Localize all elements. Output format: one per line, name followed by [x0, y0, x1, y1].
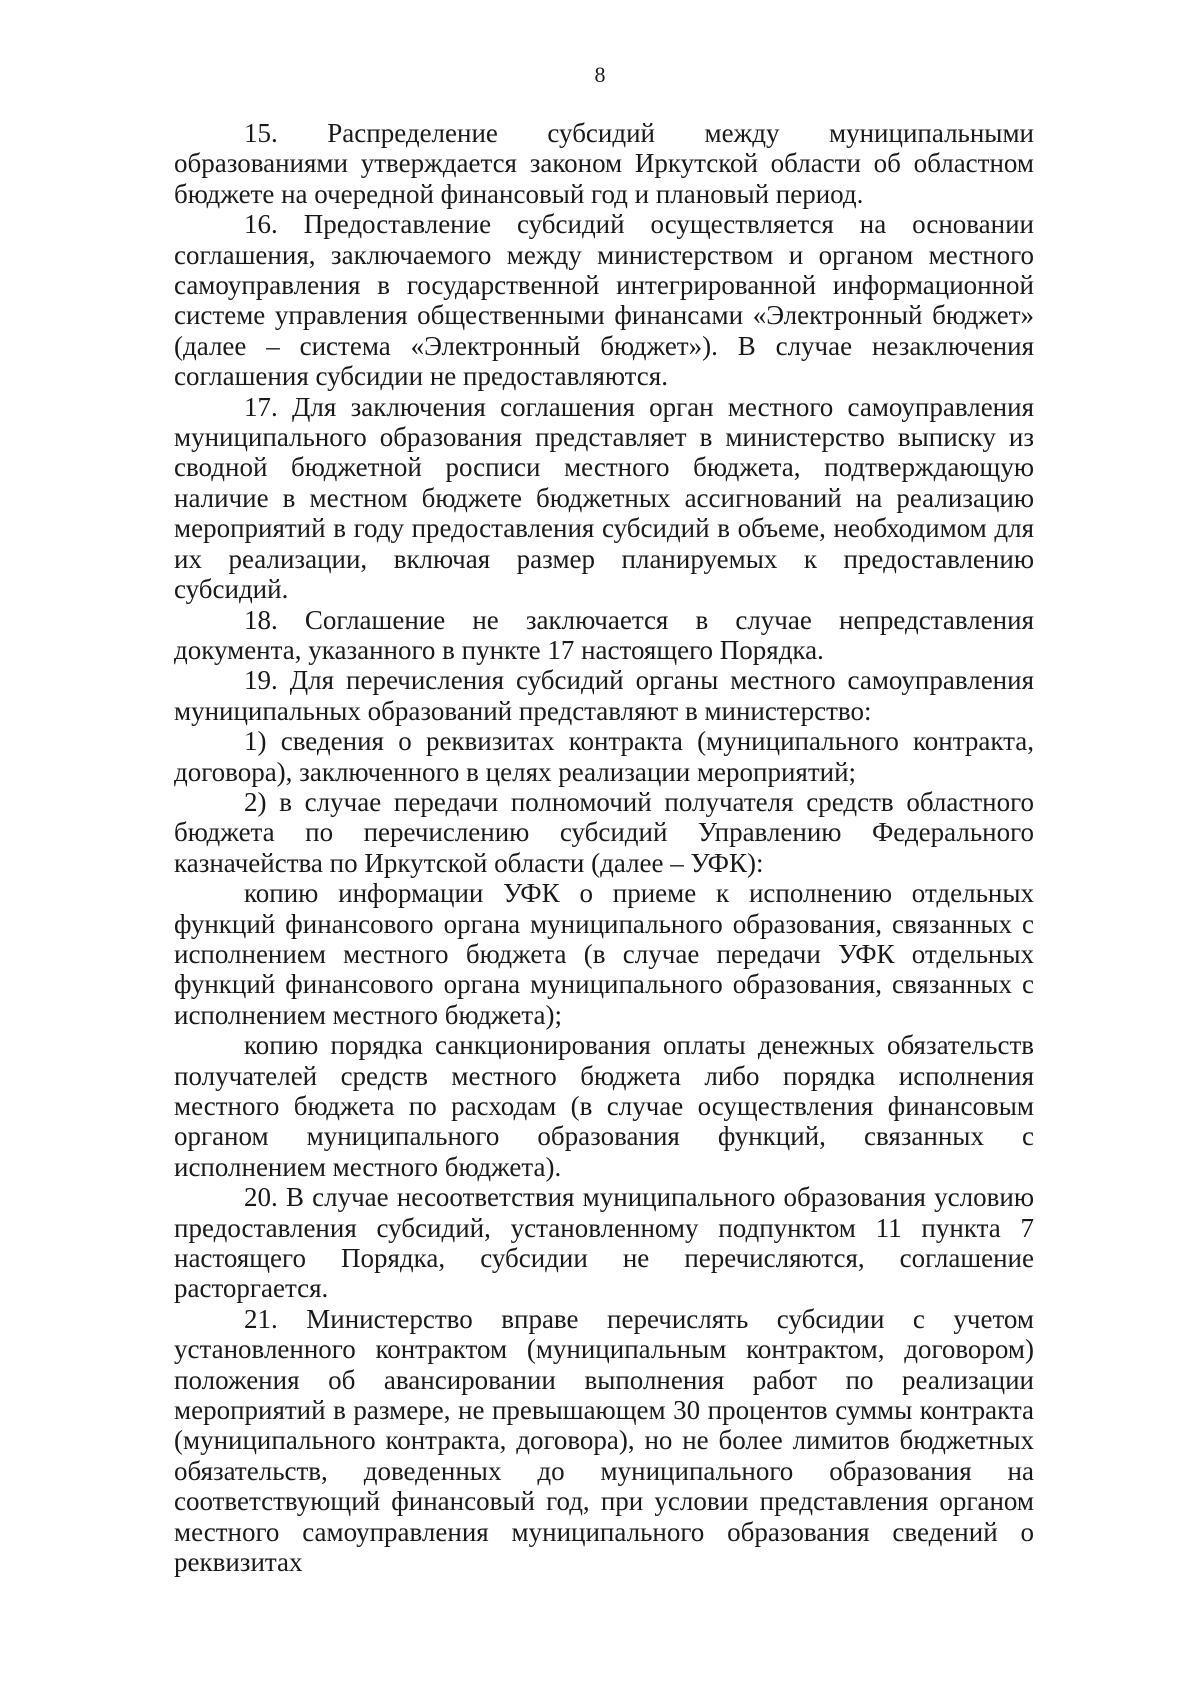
- paragraph-17: 17. Для заключения соглашения орган местного самоуправления муниципального образования представляет в министерство выписку из сводной бюджетной росписи местного бюджета, подтверждающую наличие в местном бюджете бюджетных ассигнований на реализацию мероприятий в году предоставления субсидий в объеме, необходимом для их реализации, включая размер планируемых к предоставлению субсидий.: [174, 391, 1034, 605]
- paragraph-20: 20. В случае несоответствия муниципального образования условию предоставления субсидий, установленному подпунктом 11 пункта 7 настоящего Порядка, субсидии не перечисляются, соглашение расторгается.: [174, 1182, 1034, 1304]
- paragraph-21: 21. Министерство вправе перечислять субсидии с учетом установленного контрактом (муниципальным контрактом, договором) положения об авансировании выполнения работ по реализации мероприятий в размере, не превышающем 30 процентов суммы контракта (муниципального контракта, договора), но не более лимитов бюджетных обязательств, доведенных до муниципального образования на соответствующий финансовый год, при условии представления органом местного самоуправления муниципального образования сведений о реквизитах: [174, 1303, 1034, 1578]
- paragraph-16: 16. Предоставление субсидий осуществляется на основании соглашения, заключаемого между министерством и органом местного самоуправления в государственной интегрированной информационной системе управления общественными финансами «Электронный бюджет» (далее – система «Электронный бюджет»). В случае незаключения соглашения субсидии не предоставляются.: [174, 209, 1034, 392]
- document-body: [174, 118, 1034, 1578]
- paragraph-19-item-1: 1) сведения о реквизитах контракта (муниципального контракта, договора), заключенного в целях реализации мероприятий;: [174, 726, 1034, 787]
- paragraph-15: 15. Распределение субсидий между муниципальными образованиями утверждается законом Иркутской области об областном бюджете на очередной финансовый год и плановый период.: [174, 118, 1034, 209]
- page-number: 8: [594, 62, 606, 87]
- paragraph-18: 18. Соглашение не заключается в случае непредставления документа, указанного в пункте 17 настоящего Порядка.: [174, 604, 1034, 665]
- paragraph-19-item-2-copy-procedure: копию порядка санкционирования оплаты денежных обязательств получателей средств местного бюджета либо порядка исполнения местного бюджета по расходам (в случае осуществления финансовым органом муниципального образования функций, связанных с исполнением местного бюджета).: [174, 1030, 1034, 1182]
- paragraph-19-item-2-copy-ufk: копию информации УФК о приеме к исполнению отдельных функций финансового органа муниципального образования, связанных с исполнением местного бюджета (в случае передачи УФК отдельных функций финансового органа муниципального образования, связанных с исполнением местного бюджета);: [174, 878, 1034, 1030]
- paragraph-19: 19. Для перечисления субсидий органы местного самоуправления муниципальных образований представляют в министерство:: [174, 665, 1034, 726]
- paragraph-19-item-2: 2) в случае передачи полномочий получателя средств областного бюджета по перечислению субсидий Управлению Федерального казначейства по Иркутской области (далее – УФК):: [174, 786, 1034, 878]
